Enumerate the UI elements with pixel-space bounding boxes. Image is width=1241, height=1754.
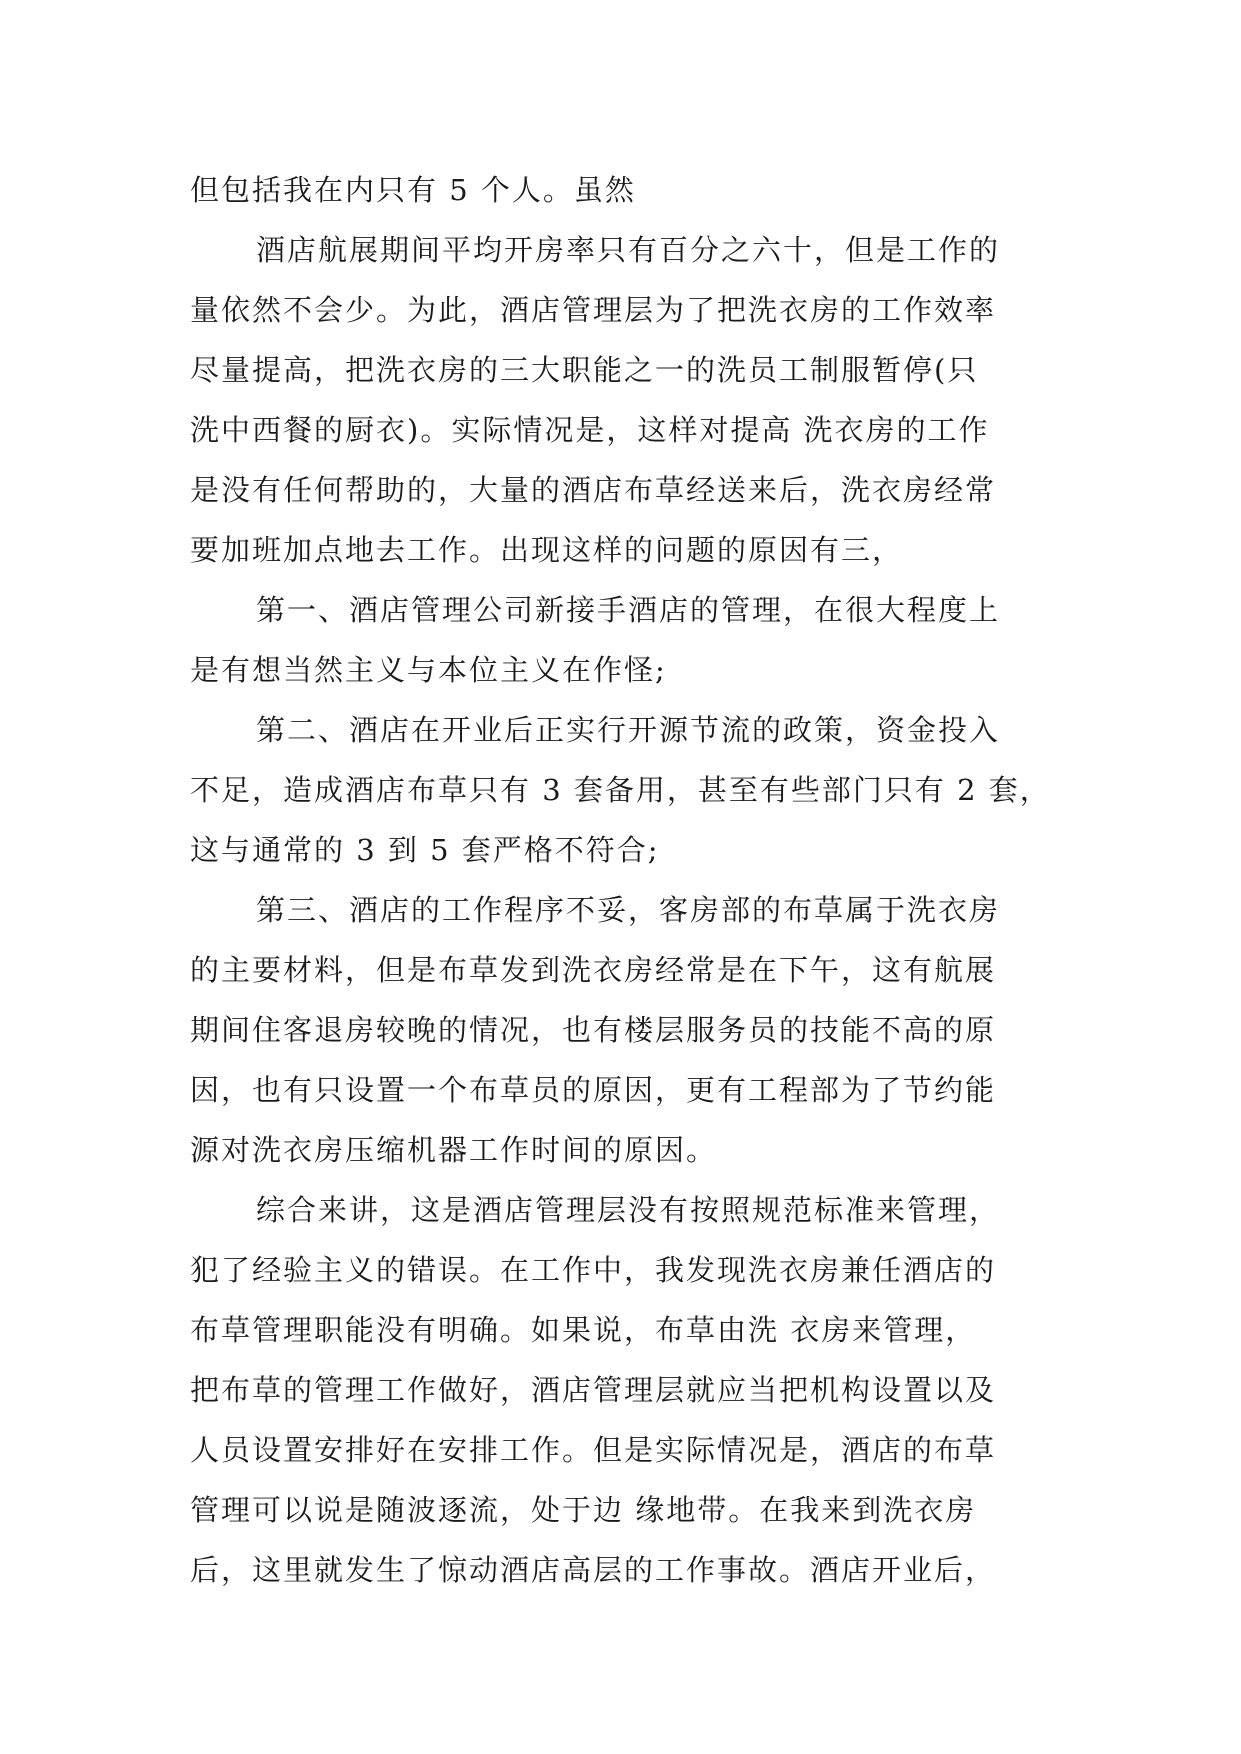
text-line: 人员设置安排好在安排工作。但是实际情况是，酒店的布草: [190, 1433, 997, 1467]
text-line: 第一、酒店管理公司新接手酒店的管理，在很大程度上: [256, 593, 1001, 627]
text-line: 源对洗衣房压缩机器工作时间的原因。: [190, 1133, 718, 1167]
text-line: 管理可以说是随波逐流，处于边 缘地带。在我来到洗衣房: [190, 1493, 977, 1527]
text-line: 量依然不会少。为此，酒店管理层为了把洗衣房的工作效率: [190, 293, 997, 327]
text-line: 洗中西餐的厨衣)。实际情况是，这样对提高 洗衣房的工作: [190, 413, 990, 447]
text-line: 犯了经验主义的错误。在工作中，我发现洗衣房兼任酒店的: [190, 1253, 997, 1287]
text-line: 综合来讲，这是酒店管理层没有按照规范标准来管理，: [256, 1193, 1001, 1227]
text-line: 不足，造成酒店布草只有 3 套备用，甚至有些部门只有 2 套，: [190, 773, 1051, 807]
text-line: 布草管理职能没有明确。如果说，布草由洗 衣房来管理，: [190, 1313, 977, 1347]
text-line: 把布草的管理工作做好，酒店管理层就应当把机构设置以及: [190, 1373, 997, 1407]
text-line: 期间住客退房较晚的情况，也有楼层服务员的技能不高的原: [190, 1013, 997, 1047]
text-line: 酒店航展期间平均开房率只有百分之六十，但是工作的: [256, 233, 1001, 267]
text-line: 这与通常的 3 到 5 套严格不符合;: [190, 833, 660, 867]
text-line: 第三、酒店的工作程序不妥，客房部的布草属于洗衣房: [256, 893, 1001, 927]
document-body: [190, 160, 1070, 1600]
text-line: 是没有任何帮助的，大量的酒店布草经送来后，洗衣房经常: [190, 473, 997, 507]
text-line: 第二、酒店在开业后正实行开源节流的政策，资金投入: [256, 713, 1001, 747]
text-line: 的主要材料，但是布草发到洗衣房经常是在下午，这有航展: [190, 953, 997, 987]
text-line: 要加班加点地去工作。出现这样的问题的原因有三，: [190, 533, 904, 567]
text-line: 因，也有只设置一个布草员的原因，更有工程部为了节约能: [190, 1073, 997, 1107]
text-line: 但包括我在内只有 5 个人。虽然: [190, 173, 636, 207]
text-line: 是有想当然主义与本位主义在作怪;: [190, 653, 667, 687]
text-line: 尽量提高，把洗衣房的三大职能之一的洗员工制服暂停(只: [190, 353, 979, 387]
text-line: 后，这里就发生了惊动酒店高层的工作事故。酒店开业后，: [190, 1553, 997, 1587]
